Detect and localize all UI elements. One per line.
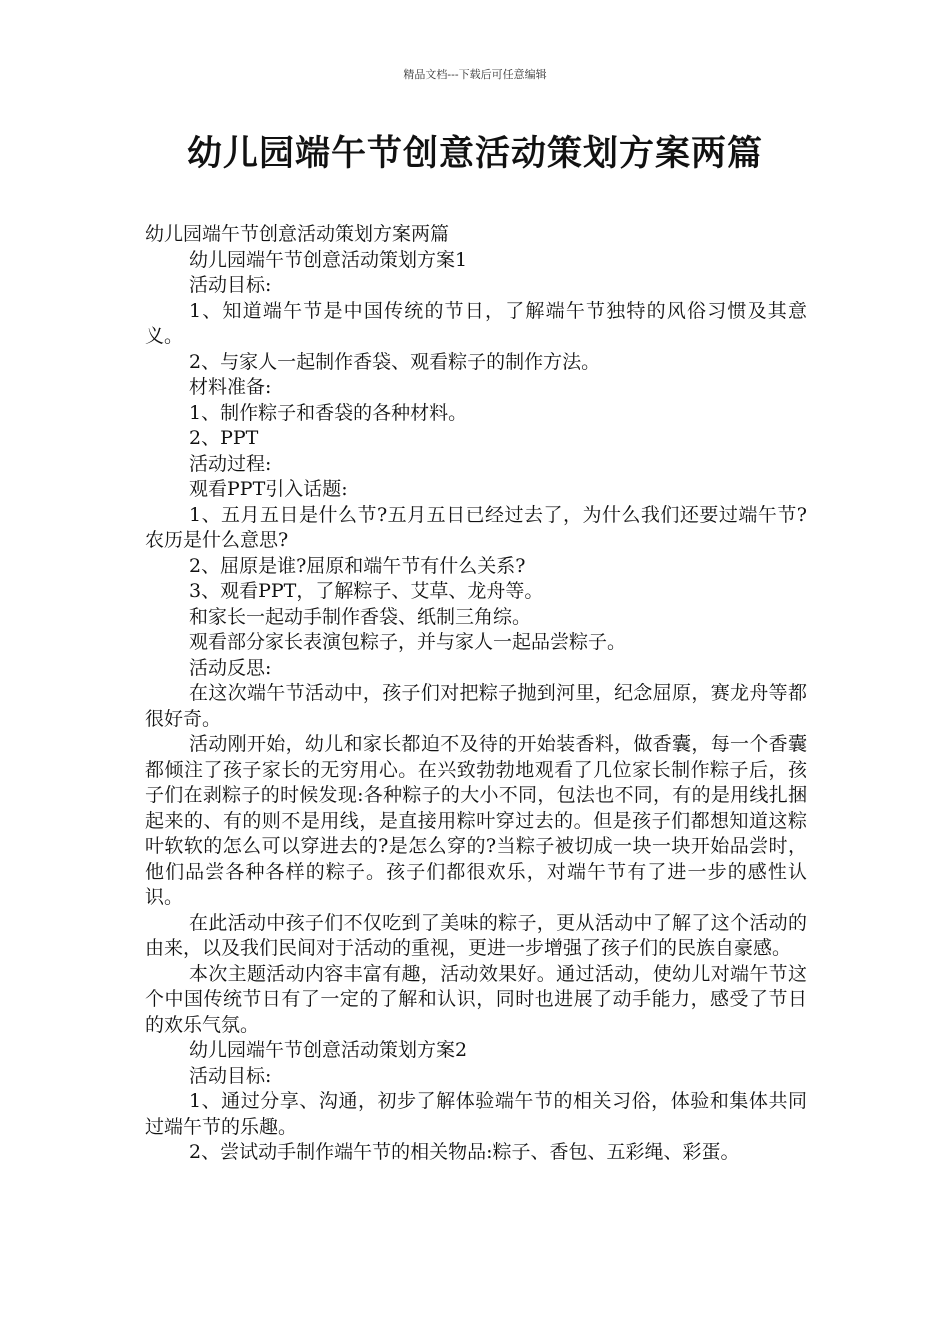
document-title: 幼儿园端午节创意活动策划方案两篇: [186, 134, 763, 174]
subheading-materials: 材料准备:: [189, 376, 272, 398]
section-heading-plan-1: 幼儿园端午节创意活动策划方案1: [189, 248, 468, 271]
paragraph: 1、知道端午节是中国传统的节日，了解端午节独特的风俗习惯及其意义。: [145, 299, 807, 347]
paragraph: 在此活动中孩子们不仅吃到了美味的粽子，更从活动中了解了这个活动的由来，以及我们民间对于活动的重视，更进一步增强了孩子们的民族自豪感。: [145, 911, 807, 959]
subheading-goals: 活动目标:: [189, 274, 272, 296]
paragraph: 本次主题活动内容丰富有趣，活动效果好。通过活动，使幼儿对端午节这个中国传统节日有了一定的了解和认识，同时也进展了动手能力，感受了节日的欢乐气氛。: [145, 962, 807, 1036]
paragraph: 2、PPT: [189, 427, 259, 449]
paragraph: 和家长一起动手制作香袋、纸制三角综。: [189, 605, 532, 628]
paragraph: 3、观看PPT，了解粽子、艾草、龙舟等。: [189, 580, 544, 602]
subheading-process: 活动过程:: [189, 452, 272, 475]
paragraph: 活动刚开始，幼儿和家长都迫不及待的开始装香料，做香囊，每一个香囊都倾注了孩子家长的无穷用心。在兴致勃勃地观看了几位家长制作粽子后，孩子们在剥粽子的时候发现:各种粽子的大小不同，包法也不同，有的是用线扎捆起来的、有的则不是用线，是直接用粽叶穿过去的。但是孩子们都想知道这粽叶软软的怎么可以穿进去的?是怎么穿的?当粽子被切成一块一块开始品尝时，他们品尝各种各样的粽子。孩子们都很欢乐，对端午节有了进一步的感性认识。: [145, 733, 807, 908]
document-body: [145, 222, 807, 1166]
paragraph: 1、五月五日是什么节?五月五日已经过去了，为什么我们还要过端午节?农历是什么意思?: [145, 503, 807, 551]
paragraph: 2、与家人一起制作香袋、观看粽子的制作方法。: [189, 350, 601, 373]
paragraph: 观看部分家长表演包粽子，并与家人一起品尝粽子。: [189, 631, 627, 653]
paragraph: 2、尝试动手制作端午节的相关物品:粽子、香包、五彩绳、彩蛋。: [189, 1141, 740, 1163]
subheading-goals: 活动目标:: [189, 1064, 272, 1087]
subheading-reflection: 活动反思:: [189, 656, 272, 679]
paragraph: 1、制作粽子和香袋的各种材料。: [189, 401, 468, 424]
paragraph: 观看PPT引入话题:: [189, 478, 348, 500]
paragraph: 2、屈原是谁?屈原和端午节有什么关系?: [189, 554, 526, 577]
page-header-note: 精品文档---下载后可任意编辑: [403, 68, 547, 81]
paragraph: 1、通过分享、沟通，初步了解体验端午节的相关习俗，体验和集体共同过端午节的乐趣。: [145, 1090, 807, 1138]
section-heading-plan-2: 幼儿园端午节创意活动策划方案2: [189, 1039, 468, 1061]
paragraph: 幼儿园端午节创意活动策划方案两篇: [145, 223, 450, 245]
paragraph: 在这次端午节活动中，孩子们对把粽子抛到河里，纪念屈原，赛龙舟等都很好奇。: [145, 682, 807, 730]
